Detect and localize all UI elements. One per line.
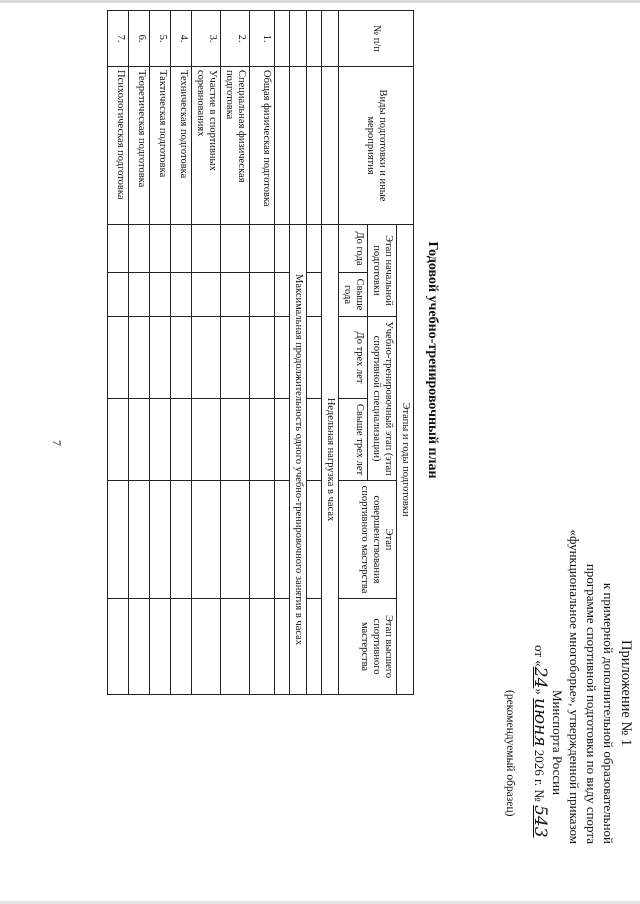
- appendix-line-4: Минспорта России: [550, 690, 565, 796]
- table-row: [108, 11, 129, 839]
- appendix-line-2: программе спортивной подготовки по виду спорта: [584, 563, 599, 844]
- appendix-line-1: к примерной дополнительной образовательной: [601, 582, 616, 844]
- row-name: Техническая подготовка: [171, 67, 192, 225]
- page-number: 7: [50, 440, 64, 446]
- table-row: [192, 11, 221, 839]
- col-num-header: № п/п: [339, 11, 414, 67]
- row-name: Психологическая подготовка: [108, 67, 129, 225]
- training-sub-2: Свыше трех лет: [339, 399, 368, 481]
- initial-sub-1: До года: [339, 225, 368, 273]
- order-number: 543: [530, 805, 550, 838]
- appendix-line-3: «функциональное многоборье», утвержденной приказом: [567, 529, 582, 844]
- col-type-header: Виды подготовки и иные мероприятия: [339, 67, 414, 225]
- appendix-title: Приложение № 1: [618, 640, 634, 747]
- row-number: 5.: [150, 11, 171, 67]
- row-number: 7.: [108, 11, 129, 67]
- row-number: 6.: [129, 11, 150, 67]
- stage-improvement: Этап совершенствования спортивного мастерства: [339, 481, 397, 599]
- date-prefix: от «: [532, 645, 547, 667]
- row-name: Участие в спортивных соревнованиях: [192, 67, 221, 225]
- table-row: [250, 11, 275, 839]
- table-row: [171, 11, 192, 839]
- date-mid: »: [532, 688, 547, 699]
- training-plan-table: [107, 10, 414, 839]
- row-name: Тактическая подготовка: [150, 67, 171, 225]
- row-name: Общая физическая подготовка: [250, 67, 275, 225]
- max-duration-label: Максимальная продолжительность одного учебно-тренировочного занятия в часах: [290, 225, 307, 695]
- appendix-date-line: [531, 645, 548, 838]
- stage-higher: Этап высшего спортивного мастерства: [339, 599, 397, 695]
- training-sub-1: До трех лет: [339, 317, 368, 399]
- date-day: 24: [530, 666, 550, 689]
- table-row: [129, 11, 150, 839]
- row-name: Специальная физическая подготовка: [221, 67, 250, 225]
- stage-initial: Этап начальной подготовки: [368, 225, 397, 317]
- row-number: 4.: [171, 11, 192, 67]
- row-number: 1.: [250, 11, 275, 67]
- date-month: июня: [530, 698, 550, 747]
- table-row: [221, 11, 250, 839]
- date-year: 2026 г. №: [532, 746, 547, 806]
- recommended-note: (рекомендуемый образец): [504, 690, 516, 817]
- weekly-load-label: Недельная нагрузка в часах: [322, 225, 339, 695]
- row-number: 2.: [221, 11, 250, 67]
- table-row: [150, 11, 171, 839]
- stages-header: Этапы и годы подготовки: [397, 225, 414, 695]
- document-title: Годовой учебно-тренировочный план: [425, 241, 440, 479]
- row-name: Теоретическая подготовка: [129, 67, 150, 225]
- initial-sub-2: Свыше года: [339, 273, 368, 317]
- stage-training: Учебно-тренировочный этап (этап спортивной специализации): [368, 317, 397, 481]
- row-number: 3.: [192, 11, 221, 67]
